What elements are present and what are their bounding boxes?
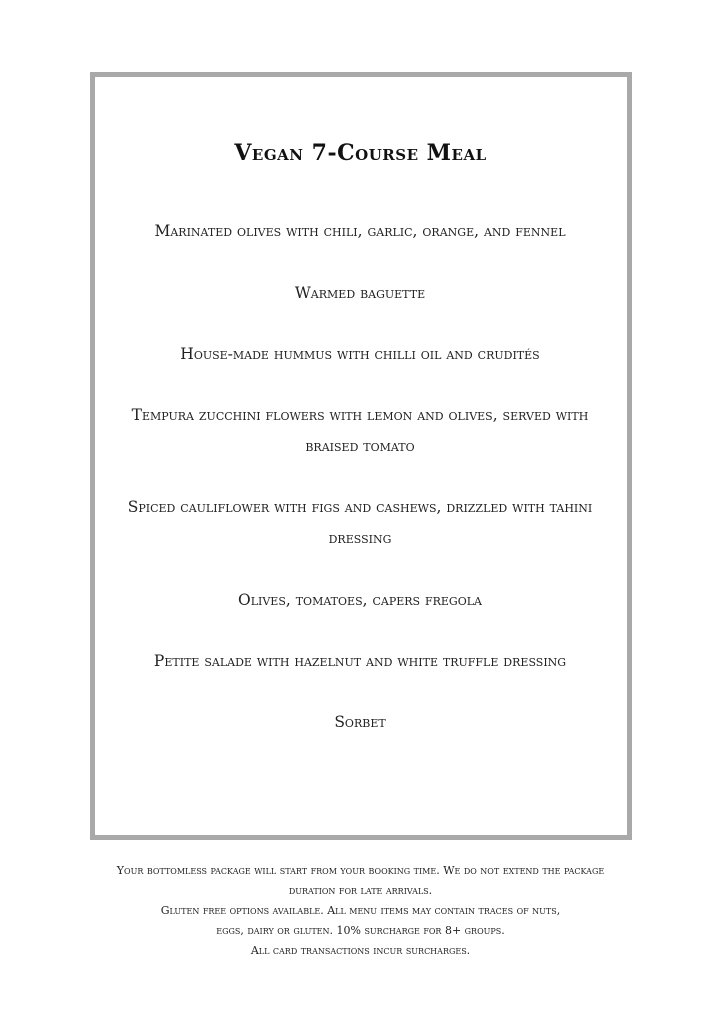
- footer-line: Gluten free options available. All menu items may contain traces of nuts,: [160, 904, 561, 917]
- course-item-6: Olives, tomatoes, capers fregola: [238, 591, 482, 609]
- course-item-4: Tempura zucchini flowers with lemon and olives, served with braised tomato: [131, 406, 589, 455]
- course-item-7: Petite salade with hazelnut and white truffle dressing: [153, 652, 567, 670]
- course-item-5: Spiced cauliflower with figs and cashews, drizzled with tahini dressing: [127, 498, 593, 547]
- course-item-8: Sorbet: [334, 713, 386, 731]
- course-item-3: House-made hummus with chilli oil and crudités: [180, 345, 540, 363]
- footer-line: Your bottomless package will start from your booking time. We do not extend the package: [116, 864, 605, 877]
- course-item-1: Marinated olives with chili, garlic, orange, and fennel: [154, 222, 566, 240]
- footer-line: eggs, dairy or gluten. 10% surcharge for 8+ groups.: [216, 924, 505, 937]
- footer-line: duration for late arrivals.: [288, 884, 433, 897]
- menu-title: Vegan 7-Course Meal: [234, 140, 487, 166]
- footer-notes: [40, 861, 681, 961]
- course-item-2: Warmed baguette: [294, 284, 426, 302]
- footer-line: All card transactions incur surcharges.: [250, 944, 471, 957]
